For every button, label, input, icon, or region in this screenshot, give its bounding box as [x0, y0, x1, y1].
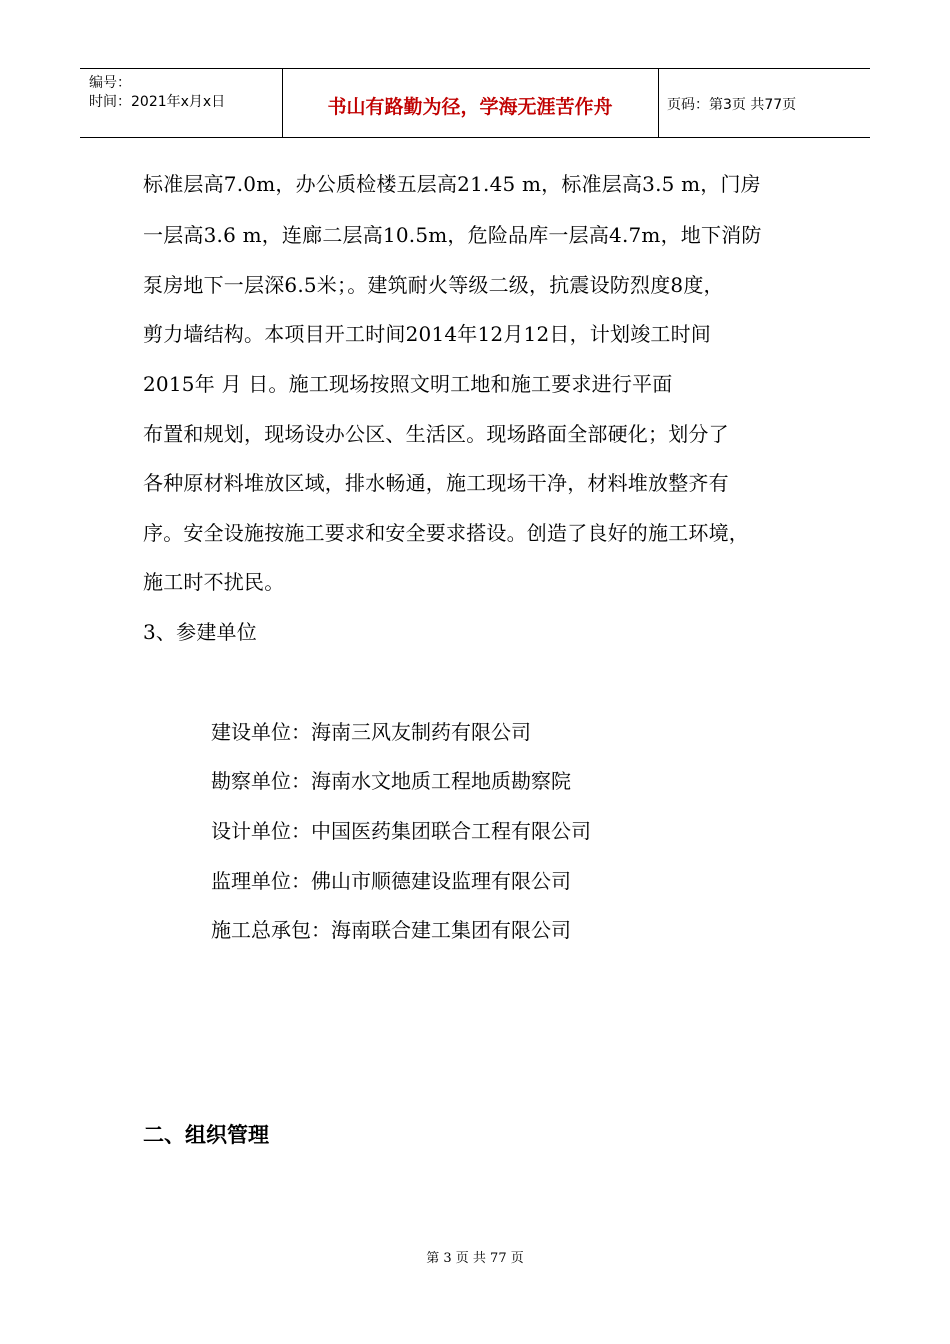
document-code-label: 编号： [89, 75, 131, 91]
paragraph-line: 各种原材料堆放区域，排水畅通，施工现场干净，材料堆放整齐有 [143, 471, 729, 495]
paragraph-line: 标准层高7.0m，办公质检楼五层高21.45 m，标准层高3.5 m，门房 [143, 172, 761, 196]
paragraph-line: 一层高3.6 m，连廊二层高10.5m，危险品库一层高4.7m，地下消防 [143, 223, 762, 247]
paragraph-line: 泵房地下一层深6.5米；。建筑耐火等级二级，抗震设防烈度8度， [143, 273, 724, 297]
unit-entry: 设计单位：中国医药集团联合工程有限公司 [211, 819, 591, 843]
unit-entry: 施工总承包：海南联合建工集团有限公司 [211, 918, 571, 942]
header-left-cell [80, 69, 283, 137]
document-header [80, 68, 870, 138]
header-motto: 书山有路勤为径，学海无涯苦作舟 [327, 96, 613, 118]
document-date: 时间：2021年x月x日 [89, 94, 226, 110]
unit-entry: 监理单位：佛山市顺德建设监理有限公司 [211, 869, 571, 893]
paragraph-line: 序。安全设施按施工要求和安全要求搭设。创造了良好的施工环境， [143, 521, 749, 545]
header-page-info: 页码：第3页 共77页 [667, 97, 797, 113]
paragraph-line: 布置和规划，现场设办公区、生活区。现场路面全部硬化；划分了 [143, 422, 729, 446]
unit-entry: 建设单位：海南三风友制药有限公司 [211, 720, 531, 744]
section-heading: 二、组织管理 [143, 1123, 269, 1147]
paragraph-line: 施工时不扰民。 [143, 570, 285, 594]
page-footer: 第 3 页 共 77 页 [426, 1251, 524, 1266]
unit-entry: 勘察单位：海南水文地质工程地质勘察院 [211, 769, 571, 793]
subsection-title: 3、参建单位 [143, 620, 257, 644]
paragraph-line: 2015年 月 日。施工现场按照文明工地和施工要求进行平面 [143, 372, 673, 396]
header-right-cell [659, 69, 870, 137]
paragraph-line: 剪力墙结构。本项目开工时间2014年12月12日，计划竣工时间 [143, 322, 711, 346]
header-middle-cell [282, 69, 659, 137]
